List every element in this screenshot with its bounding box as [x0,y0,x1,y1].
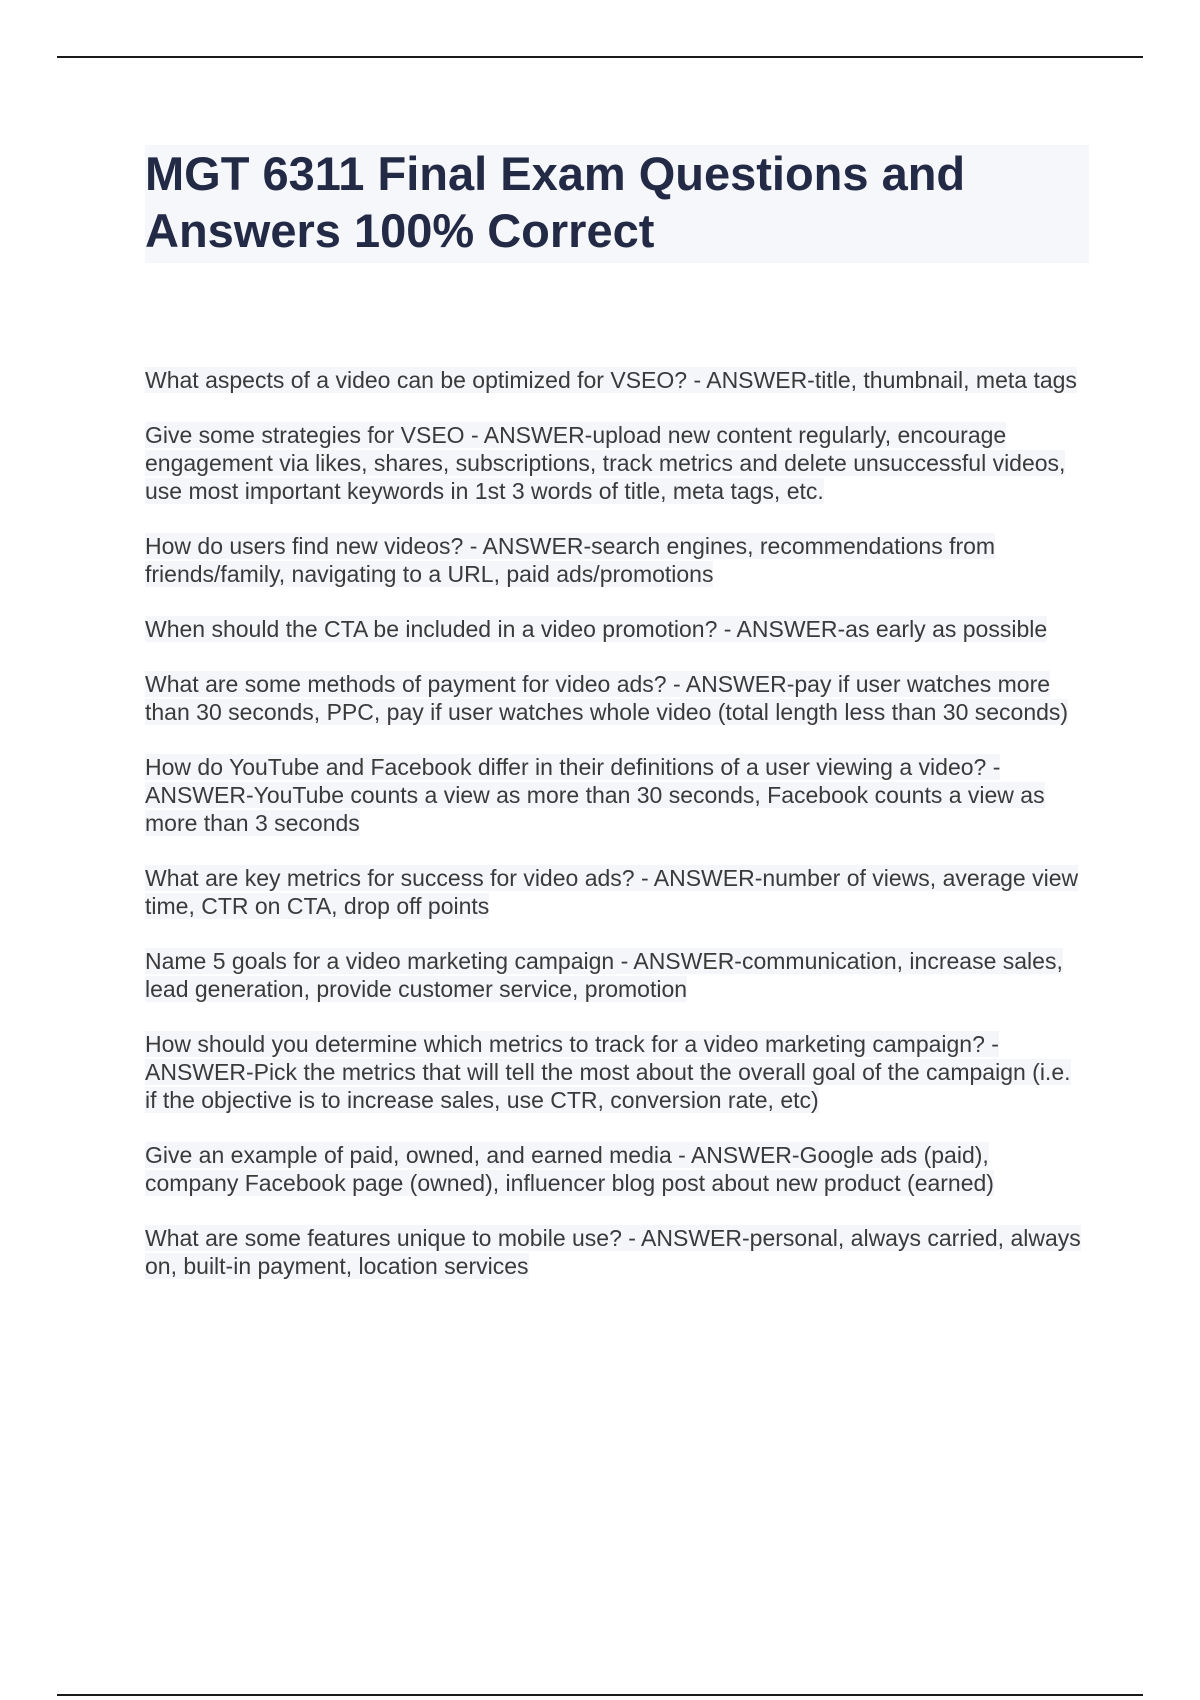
qa-item [145,670,1085,726]
qa-text: What are key metrics for success for video ads? - ANSWER-number of views, average view time, CTR on CTA, drop off points [145,865,1079,919]
document-title: MGT 6311 Final Exam Questions and Answers 100% Correct [145,147,966,257]
qa-text: When should the CTA be included in a video promotion? - ANSWER-as early as possible [145,616,1048,642]
qa-text: What are some features unique to mobile use? - ANSWER-personal, always carried, always on, built-in payment, location services [145,1225,1081,1279]
qa-item [145,1224,1085,1280]
qa-text: Give an example of paid, owned, and earned media - ANSWER-Google ads (paid), company Facebook page (owned), influencer blog post about new product (earned) [145,1142,994,1196]
qa-item [145,615,1085,643]
footer-rule [57,1694,1143,1696]
qa-text: What aspects of a video can be optimized for VSEO? - ANSWER-title, thumbnail, meta tags [145,367,1077,393]
header-rule [57,56,1143,58]
qa-item [145,1141,1085,1197]
title-block [145,145,1089,263]
qa-text: Give some strategies for VSEO - ANSWER-upload new content regularly, encourage engagement via likes, shares, subscriptions, track metrics and delete unsuccessful videos, use most important keywords in 1st 3 words of title, meta tags, etc. [145,422,1066,504]
qa-text: What are some methods of payment for video ads? - ANSWER-pay if user watches more than 30 seconds, PPC, pay if user watches whole video (total length less than 30 seconds) [145,671,1069,725]
qa-text: How do YouTube and Facebook differ in their definitions of a user viewing a video? - ANSWER-YouTube counts a view as more than 30 seconds, Facebook counts a view as more than 3 seconds [145,754,1045,836]
qa-text: How should you determine which metrics to track for a video marketing campaign? - ANSWER-Pick the metrics that will tell the most about the overall goal of the campaign (i.e. if the objective is to increase sales, use CTR, conversion rate, etc) [145,1031,1071,1113]
qa-item [145,947,1085,1003]
qa-item [145,366,1085,394]
qa-item [145,753,1085,837]
qa-item [145,1030,1085,1114]
qa-item [145,421,1085,505]
qa-text: How do users find new videos? - ANSWER-search engines, recommendations from friends/family, navigating to a URL, paid ads/promotions [145,533,996,587]
qa-item [145,532,1085,588]
qa-list [145,366,1085,1307]
qa-item [145,864,1085,920]
qa-text: Name 5 goals for a video marketing campaign - ANSWER-communication, increase sales, lead generation, provide customer service, promotion [145,948,1063,1002]
